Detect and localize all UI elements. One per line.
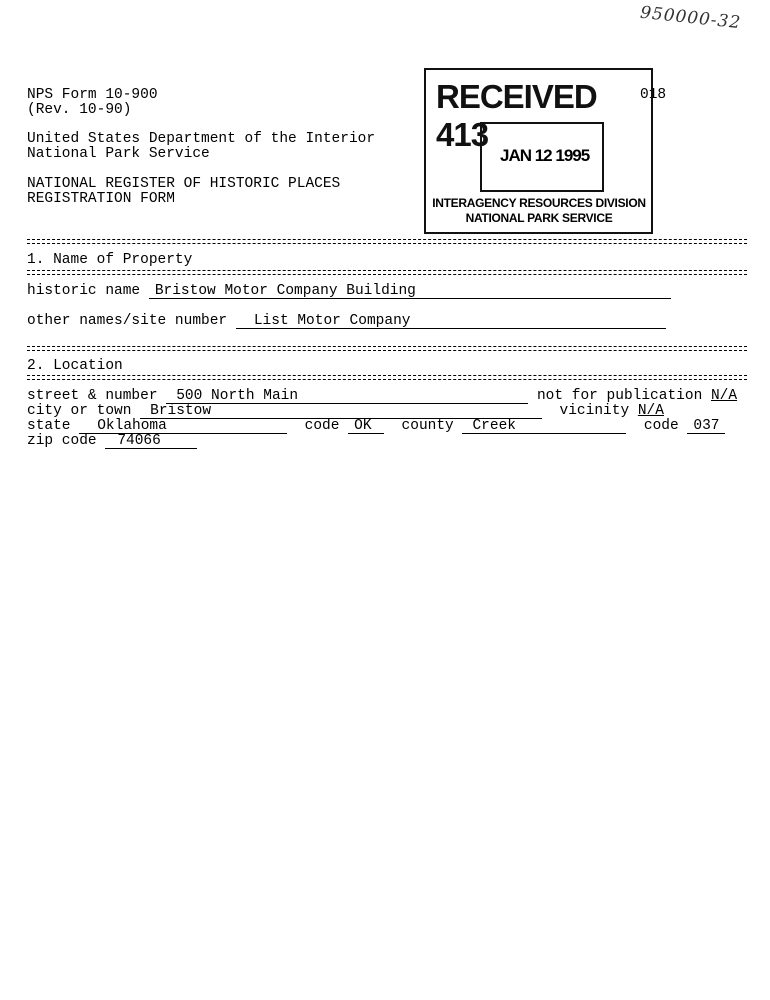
historic-name-row (27, 284, 671, 299)
handwritten-reference: 950000-32 (639, 2, 743, 34)
historic-name-field[interactable]: Bristow Motor Company Building (149, 284, 671, 299)
stamp-date-box (480, 122, 604, 192)
stamp-date: JAN 12 1995 (500, 146, 590, 165)
not-for-publication-label: not for publication (536, 388, 703, 404)
street-field[interactable]: 500 North Main (166, 389, 528, 404)
city-label: city or town (27, 403, 132, 419)
stamp-division: INTERAGENCY RESOURCES DIVISION (432, 196, 646, 210)
state-row (27, 419, 725, 434)
divider (27, 346, 747, 351)
zip-label: zip code (27, 433, 97, 449)
state-field[interactable]: Oklahoma (79, 419, 287, 434)
county-label: county (401, 418, 454, 434)
not-for-publication-value[interactable]: N/A (710, 388, 738, 404)
other-names-label: other names/site number (27, 313, 228, 329)
omb-number: 018 (640, 87, 667, 103)
divider (27, 239, 747, 244)
section1-heading: 1. Name of Property (27, 252, 193, 268)
county-field[interactable]: Creek (462, 419, 626, 434)
city-field[interactable]: Bristow (140, 404, 542, 419)
divider (27, 270, 747, 275)
stamp-received-text: RECEIVED 413 (436, 78, 597, 153)
register-title: NATIONAL REGISTER OF HISTORIC PLACES (27, 176, 341, 192)
stamp-agency: NATIONAL PARK SERVICE (465, 211, 613, 225)
vicinity-value[interactable]: N/A (637, 403, 664, 419)
other-names-field[interactable]: List Motor Company (236, 314, 666, 329)
street-label: street & number (27, 388, 158, 404)
divider (27, 375, 747, 380)
other-names-row (27, 314, 666, 329)
historic-name-label: historic name (27, 283, 141, 299)
state-code-field[interactable]: OK (348, 419, 384, 434)
department-name: United States Department of the Interior (27, 131, 376, 147)
section2-heading: 2. Location (27, 358, 123, 374)
received-stamp (424, 68, 653, 234)
street-row (27, 389, 737, 404)
form-title: REGISTRATION FORM (27, 191, 175, 207)
zip-row (27, 434, 197, 449)
state-label: state (27, 418, 71, 434)
state-code-label: code (304, 418, 340, 434)
form-number: NPS Form 10-900 (27, 87, 158, 103)
county-code-field[interactable]: 037 (687, 419, 725, 434)
vicinity-label: vicinity (559, 403, 630, 419)
service-name: National Park Service (27, 146, 210, 162)
zip-field[interactable]: 74066 (105, 434, 197, 449)
city-row (27, 404, 664, 419)
form-revision: (Rev. 10-90) (27, 102, 132, 118)
county-code-label: code (643, 418, 679, 434)
